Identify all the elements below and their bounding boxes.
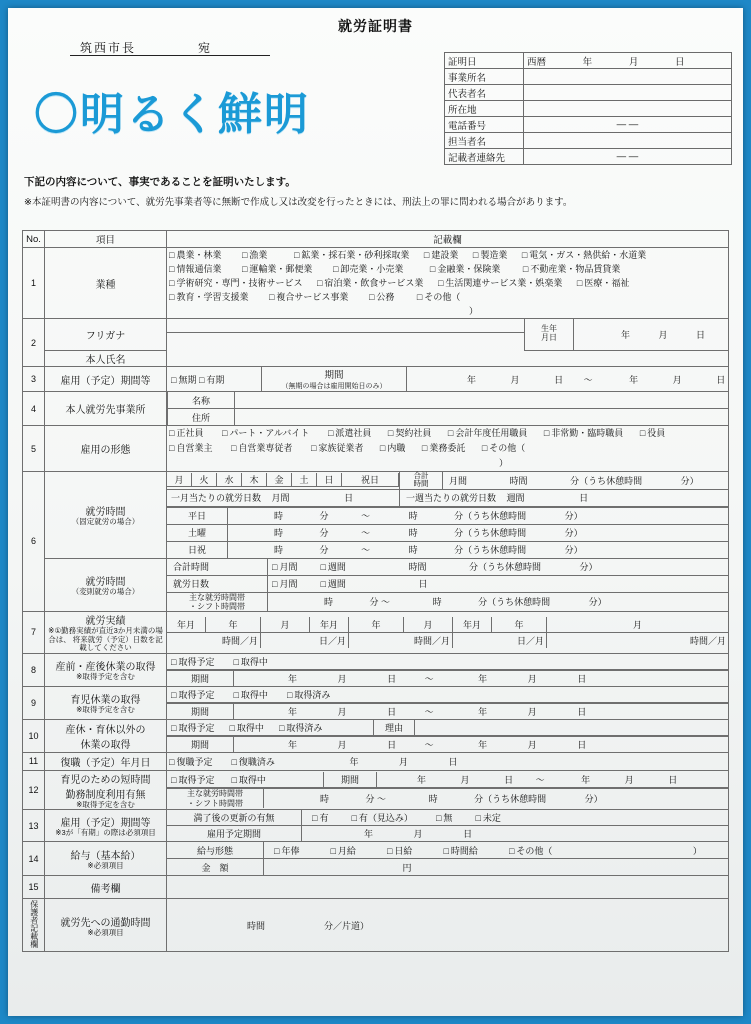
days-per-week-label: 一週当たりの就労日数 週間 日 xyxy=(400,489,729,506)
fixed-hours-row-sunday xyxy=(167,541,728,558)
return-year-unit: 年 xyxy=(349,756,359,767)
weekday-tue[interactable]: 火 xyxy=(192,473,217,487)
table-row xyxy=(23,351,729,367)
work-record-year-3[interactable]: 年 xyxy=(492,617,547,633)
row16-item-label: 就労先への通勤時間 xyxy=(60,917,151,929)
weekday-holiday[interactable]: 祝日 xyxy=(342,473,399,487)
table-row xyxy=(23,392,729,426)
check-salary-daily[interactable]: □ 日給 xyxy=(387,846,412,856)
check-var-total-monthly[interactable]: □ 月間 xyxy=(272,562,297,572)
check-salary-annual[interactable]: □ 年俸 xyxy=(274,846,299,856)
return-month-unit: 月 xyxy=(398,756,408,767)
info-value-office-name[interactable] xyxy=(524,69,732,85)
row7-item-label: 就労実績 xyxy=(85,615,126,627)
sunday-row-label: 日祝 xyxy=(167,541,228,558)
table-row xyxy=(23,899,729,952)
check-salary-other[interactable]: □ その他（ xyxy=(509,846,552,856)
check-var-days-weekly[interactable]: □ 週間 xyxy=(320,579,345,589)
info-value-date xyxy=(524,53,732,69)
table-row xyxy=(23,752,729,770)
row14-content xyxy=(167,842,729,876)
check-medical-welfare[interactable]: □ 医療・福祉 xyxy=(577,278,629,288)
sunday-hours-input[interactable]: 時 分 ～ 時 分（うち休憩時間 分） xyxy=(228,541,729,558)
check-fishery[interactable]: □ 漁業 xyxy=(242,250,267,260)
document-page xyxy=(8,8,743,1016)
salary-amount-label: 金 額 xyxy=(167,859,264,876)
row14-item-sub: ※必須項目 xyxy=(87,861,124,871)
shorttime-period-input[interactable]: 年 月 日 ～ 年 月 日 xyxy=(377,772,729,788)
check-other-industry[interactable]: □ その他（ xyxy=(417,292,460,302)
period-label-cell xyxy=(262,367,407,391)
p-day: 日 xyxy=(554,374,564,385)
row4-no: 4 xyxy=(23,392,45,426)
row11-no: 11 xyxy=(23,752,45,770)
info-label-office-name: 事業所名 xyxy=(445,69,524,85)
row13-content xyxy=(167,810,729,842)
row7-no: 7 xyxy=(23,611,45,653)
period-note: （無期の場合は雇用開始日のみ） xyxy=(281,383,387,390)
break-close: 分） xyxy=(680,475,699,486)
row16-item-sub: ※必須項目 xyxy=(87,927,124,937)
info-value-contact-person[interactable] xyxy=(524,133,732,149)
row6-item-a-label: 就労時間 xyxy=(85,506,126,518)
row7-content xyxy=(167,611,729,653)
check-part-time[interactable]: □ パート・アルバイト xyxy=(222,428,309,438)
check-indefinite[interactable]: □ 無期 xyxy=(171,375,196,385)
row2-item-name: 本人氏名 xyxy=(45,351,167,367)
info-label-representative: 代表者名 xyxy=(445,85,524,101)
row6-fixed-content xyxy=(167,472,729,559)
check-family-worker[interactable]: □ 家族従業者 xyxy=(311,443,363,453)
salary-amount-unit: 円 xyxy=(402,862,412,873)
table-row xyxy=(23,426,729,472)
check-finance[interactable]: □ 金融業・保険業 xyxy=(430,264,500,274)
info-label-contact-person: 担当者名 xyxy=(445,133,524,149)
work-record-month-3[interactable]: 月 xyxy=(547,617,729,633)
childcare-period-input[interactable]: 年 月 日 ～ 年 月 日 xyxy=(234,703,729,719)
weekday-header xyxy=(167,473,399,487)
row8-no: 8 xyxy=(23,653,45,686)
salary-type-label: 給与形態 xyxy=(167,842,264,859)
weekday-sat[interactable]: 土 xyxy=(292,473,317,487)
check-salary-hourly[interactable]: □ 時間給 xyxy=(443,846,477,856)
row2-spacer xyxy=(167,351,729,367)
birth-date-input[interactable] xyxy=(574,319,729,350)
work-record-hours-1[interactable]: 時間／月 xyxy=(167,632,261,648)
row13-no: 13 xyxy=(23,810,45,842)
fixed-hours-row-weekday xyxy=(167,507,728,524)
table-header-row xyxy=(23,231,729,248)
row12-item: 育児のための短時間 勤務制度利用有無 ※取得予定を含む xyxy=(45,770,167,810)
addressee-office: 筑西市長 xyxy=(80,41,137,55)
certificate-info-table xyxy=(444,52,732,165)
check-construction[interactable]: □ 建設業 xyxy=(424,250,458,260)
main-form-table xyxy=(22,230,729,952)
check-wholesale[interactable]: □ 卸売業・小売業 xyxy=(333,264,403,274)
info-row-contact-person xyxy=(445,133,732,149)
info-row-phone xyxy=(445,117,732,133)
info-row-address xyxy=(445,101,732,117)
row6-item-variable xyxy=(45,558,167,611)
info-value-contact-tel[interactable]: — — xyxy=(524,149,732,165)
industry-line-4 xyxy=(169,290,726,318)
row5-item: 雇用の形態 xyxy=(45,426,167,472)
row2-furigana-cells xyxy=(167,319,729,351)
weekday-row-label: 平日 xyxy=(167,507,228,524)
check-renewal-expected[interactable]: □ 有（見込み） xyxy=(351,813,412,823)
maternity-period-label: 期間 xyxy=(167,670,234,686)
row5-no: 5 xyxy=(23,426,45,472)
check-realestate[interactable]: □ 不動産業・物品賃貸業 xyxy=(523,264,620,274)
check-contract-employee[interactable]: □ 契約社員 xyxy=(388,428,431,438)
check-shorttime-ongoing[interactable]: □ 取得中 xyxy=(231,775,265,785)
row6-no: 6 xyxy=(23,472,45,612)
shorttime-period-label: 期間 xyxy=(324,772,377,788)
shorttime-checks xyxy=(167,772,324,788)
table-row xyxy=(23,719,729,752)
row7-item-sub: ※①勤務実績が直近3か月未満の場合は、 将来就労（予定）日数を記載してください xyxy=(48,625,163,653)
work-record-ym-3: 年月 xyxy=(453,617,492,633)
check-childcare-completed[interactable]: □ 取得済み xyxy=(287,690,330,700)
row10-content xyxy=(167,719,729,752)
logo-text: 〇明るく鮮明 xyxy=(34,89,310,140)
table-row xyxy=(23,472,729,559)
check-living-service[interactable]: □ 生活関連サービス業・娯楽業 xyxy=(438,278,562,288)
birth-date-label: 生年 月日 xyxy=(525,319,574,350)
info-value-address[interactable] xyxy=(524,101,732,117)
maternity-checks xyxy=(167,654,728,670)
salary-type-checks xyxy=(264,842,729,859)
shorttime-main-hours-label: 主な就労時間帯 ・シフト時間帯 xyxy=(167,789,264,808)
childcare-checks xyxy=(167,687,728,703)
row9-item-label: 育児休業の取得 xyxy=(70,694,141,706)
check-ict[interactable]: □ 情報通信業 xyxy=(169,264,221,274)
check-home-work[interactable]: □ 内職 xyxy=(380,443,405,453)
row14-item xyxy=(45,842,167,876)
row12-item-sub: ※取得予定を含む xyxy=(76,799,135,809)
workplace-address-input[interactable] xyxy=(235,409,729,426)
info-label-date: 証明日 xyxy=(445,53,524,69)
var-main-hours-label: 主な就労時間帯 ・シフト時間帯 xyxy=(167,592,268,611)
check-fixed-term[interactable]: □ 有期 xyxy=(199,375,224,385)
info-row-date xyxy=(445,53,732,69)
row9-item-sub: ※取得予定を含む xyxy=(76,704,135,714)
row15-item: 備考欄 xyxy=(45,876,167,899)
row16-guardian-label xyxy=(23,899,45,952)
industry-line-1 xyxy=(169,248,726,262)
check-shorttime-planned[interactable]: □ 取得予定 xyxy=(171,775,214,785)
row1-industry-checks xyxy=(167,248,729,319)
work-record-year-2[interactable]: 年 xyxy=(349,617,404,633)
certification-note: 下記の内容について、事実であることを証明いたします。 xyxy=(24,176,296,188)
table-row xyxy=(23,842,729,876)
row5-content xyxy=(167,426,729,472)
total-time-label: 合計 時間 xyxy=(400,472,443,489)
maternity-period-input[interactable]: 年 月 日 ～ 年 月 日 xyxy=(234,670,729,686)
row12-content xyxy=(167,770,729,810)
row9-content xyxy=(167,686,729,719)
day-unit: 日 xyxy=(674,56,685,68)
table-row xyxy=(23,248,729,319)
row16-item xyxy=(45,899,167,952)
guardian-vertical-text: 保護者記載欄 xyxy=(29,900,39,949)
salary-amount-input[interactable] xyxy=(264,859,729,876)
check-other-leave-completed[interactable]: □ 取得済み xyxy=(279,723,322,733)
employment-type-line-2 xyxy=(169,441,726,471)
workplace-address-label: 住所 xyxy=(168,409,235,426)
info-label-contact-tel: 記載者連絡先 xyxy=(445,149,524,165)
p-tilde: ～ xyxy=(583,374,593,385)
row15-remarks-input[interactable] xyxy=(167,876,729,899)
check-childcare-ongoing[interactable]: □ 取得中 xyxy=(233,690,267,700)
row9-item xyxy=(45,686,167,719)
info-value-representative[interactable] xyxy=(524,85,732,101)
birth-day-unit: 日 xyxy=(696,329,706,340)
check-dispatched[interactable]: □ 派遣社員 xyxy=(328,428,371,438)
paper-sheet xyxy=(8,8,743,1016)
check-self-employed[interactable]: □ 自営業主 xyxy=(169,443,212,453)
employment-term-checks xyxy=(167,367,262,391)
birth-month-unit: 月 xyxy=(658,329,668,340)
row6-item-b-sub: （変則就労の場合） xyxy=(71,586,140,596)
childcare-period-label: 期間 xyxy=(167,703,234,719)
check-officer[interactable]: □ 役員 xyxy=(640,428,665,438)
header-no: No. xyxy=(23,231,45,248)
row15-no: 15 xyxy=(23,876,45,899)
work-record-hours-2[interactable]: 時間／月 xyxy=(349,632,453,648)
table-row xyxy=(23,653,729,686)
row8-item xyxy=(45,653,167,686)
salary-other-close: ） xyxy=(692,845,702,856)
check-regular-employee[interactable]: □ 正社員 xyxy=(169,428,203,438)
table-row xyxy=(23,367,729,392)
check-renewal-yes[interactable]: □ 有 xyxy=(312,813,328,823)
era-label: 西暦 xyxy=(527,56,547,68)
hour-unit: 時間 xyxy=(509,475,528,486)
period-inputs[interactable] xyxy=(407,367,729,391)
check-var-total-weekly[interactable]: □ 週間 xyxy=(320,562,345,572)
check-public-service[interactable]: □ 公務 xyxy=(369,292,394,302)
table-row xyxy=(23,686,729,719)
year-unit: 年 xyxy=(582,56,593,68)
row2-no: 2 xyxy=(23,319,45,367)
row6-variable-content xyxy=(167,558,729,611)
period-label: 期間 xyxy=(324,370,344,381)
check-research[interactable]: □ 学術研究・専門・技術サービス xyxy=(169,278,302,288)
other-industry-close: ） xyxy=(469,306,479,316)
row13-item-sub: ※3が「有期」の際は必須項目 xyxy=(55,828,156,838)
check-childcare-planned[interactable]: □ 取得予定 xyxy=(171,690,214,700)
document-title: 就労証明書 xyxy=(338,18,413,34)
p-month: 月 xyxy=(510,374,520,385)
name-input[interactable] xyxy=(167,333,525,351)
row14-no: 14 xyxy=(23,842,45,876)
var-days-inputs[interactable]: □ 月間 □ 週間 日 xyxy=(268,575,729,592)
table-row xyxy=(23,810,729,842)
row14-item-label: 給与（基本給） xyxy=(70,851,141,863)
check-maternity-planned[interactable]: □ 取得予定 xyxy=(171,657,214,667)
other-leave-reason-label: 理由 xyxy=(374,720,415,736)
commute-hours-unit: 時間 xyxy=(247,920,266,931)
header-item: 項目 xyxy=(45,231,167,248)
addressee-line xyxy=(70,38,270,56)
return-day-unit: 日 xyxy=(448,756,458,767)
check-maternity-ongoing[interactable]: □ 取得中 xyxy=(233,657,267,667)
info-row-office-name xyxy=(445,69,732,85)
renewal-question-label: 満了後の更新の有無 xyxy=(167,810,302,826)
info-label-phone: 電話番号 xyxy=(445,117,524,133)
weekday-mon[interactable]: 月 xyxy=(167,473,192,487)
table-row xyxy=(23,611,729,653)
work-record-days-1[interactable]: 日／月 xyxy=(261,632,349,648)
table-row xyxy=(23,876,729,899)
monthly-label: 月間 xyxy=(449,475,468,486)
check-agriculture[interactable]: □ 農業・林業 xyxy=(169,250,221,260)
warning-note: ※本証明書の内容について、就労先事業者等に無断で作成し又は改変を行ったときには、刑法上の罪に問われる場合があります。 xyxy=(24,197,573,208)
work-record-ym-2: 年月 xyxy=(310,617,349,633)
industry-line-3 xyxy=(169,276,726,290)
monthly-total-inputs[interactable] xyxy=(443,472,729,489)
commute-minutes-unit: 分／片道） xyxy=(324,920,370,931)
employment-type-line-1 xyxy=(169,426,726,441)
row7-item xyxy=(45,611,167,653)
table-row xyxy=(23,558,729,611)
saturday-row-label: 土曜 xyxy=(167,524,228,541)
row11-item: 復職（予定）年月日 xyxy=(45,752,167,770)
days-per-month-label: 一月当たりの就労日数 月間 日 xyxy=(167,489,400,506)
saturday-hours-input[interactable]: 時 分 ～ 時 分（うち休憩時間 分） xyxy=(228,524,729,541)
check-other-leave-ongoing[interactable]: □ 取得中 xyxy=(229,723,263,733)
workplace-name-label: 名称 xyxy=(168,392,235,409)
birth-year-unit: 年 xyxy=(620,329,630,340)
planned-period-input[interactable]: 年 月 日 xyxy=(302,826,729,842)
industry-line-2 xyxy=(169,262,726,276)
check-hotel-food[interactable]: □ 宿泊業・飲食サービス業 xyxy=(317,278,423,288)
check-salary-monthly[interactable]: □ 月給 xyxy=(330,846,355,856)
row8-item-sub: ※取得予定を含む xyxy=(76,671,135,681)
other-leave-reason-input[interactable] xyxy=(415,720,729,736)
check-renewal-no[interactable]: □ 無 xyxy=(436,813,452,823)
row6-item-a-sub: （固定就労の場合） xyxy=(71,516,140,526)
p-year2: 年 xyxy=(629,374,639,385)
work-record-month-2[interactable]: 月 xyxy=(404,617,453,633)
p-day2: 日 xyxy=(716,374,726,385)
check-other-employment[interactable]: □ その他（ xyxy=(482,443,525,453)
other-leave-checks xyxy=(167,720,374,736)
check-manufacturing[interactable]: □ 製造業 xyxy=(473,250,507,260)
check-education[interactable]: □ 教育・学習支援業 xyxy=(169,292,248,302)
check-transport[interactable]: □ 運輸業・郵便業 xyxy=(242,264,312,274)
row11-content[interactable] xyxy=(167,752,729,770)
row13-item-label: 雇用（予定）期間等 xyxy=(60,818,151,830)
renewal-checks xyxy=(302,810,729,826)
weekday-hours-input[interactable]: 時 分 ～ 時 分（うち休憩時間 分） xyxy=(228,507,729,524)
var-days-label: 就労日数 xyxy=(167,575,268,592)
row12-no: 12 xyxy=(23,770,45,810)
other-leave-period-label: 期間 xyxy=(167,736,234,752)
check-other-leave-planned[interactable]: □ 取得予定 xyxy=(171,723,214,733)
fixed-hours-row-saturday xyxy=(167,524,728,541)
row8-item-label: 産前・産後休業の取得 xyxy=(55,661,156,673)
var-total-label: 合計時間 xyxy=(167,559,268,576)
month-unit: 月 xyxy=(628,56,639,68)
row6-item-b-label: 就労時間 xyxy=(85,576,126,588)
check-combined-service[interactable]: □ 複合サービス事業 xyxy=(269,292,348,302)
work-record-year-1[interactable]: 年 xyxy=(206,617,261,633)
row13-item xyxy=(45,810,167,842)
row1-no: 1 xyxy=(23,248,45,319)
info-row-representative xyxy=(445,85,732,101)
row9-no: 9 xyxy=(23,686,45,719)
row6-item-fixed xyxy=(45,472,167,559)
row10-no: 10 xyxy=(23,719,45,752)
check-utilities[interactable]: □ 電気・ガス・熱供給・水道業 xyxy=(522,250,646,260)
p-month2: 月 xyxy=(672,374,682,385)
row3-content xyxy=(167,367,729,392)
shorttime-main-hours-input[interactable]: 時 分 ～ 時 分（うち休憩時間 分） xyxy=(264,789,729,808)
work-record-hours-3[interactable]: 時間／月 xyxy=(547,632,729,648)
row10-item: 産休・育休以外の 休業の取得 xyxy=(45,719,167,752)
row4-content xyxy=(167,392,729,426)
info-label-address: 所在地 xyxy=(445,101,524,117)
break-label: 分（うち休憩時間 xyxy=(570,475,643,486)
weekday-sun[interactable]: 日 xyxy=(317,473,342,487)
check-return-planned[interactable]: □ 復職予定 xyxy=(169,757,212,767)
workplace-name-input[interactable] xyxy=(235,392,729,409)
check-self-employed-family[interactable]: □ 自営業専従者 xyxy=(231,443,292,453)
info-value-phone[interactable]: — — xyxy=(524,117,732,133)
var-main-hours-input[interactable]: 時 分 ～ 時 分（うち休憩時間 分） xyxy=(268,592,729,611)
row3-no: 3 xyxy=(23,367,45,392)
check-temporary-staff[interactable]: □ 非常勤・臨時職員 xyxy=(544,428,623,438)
header-content: 記載欄 xyxy=(167,231,729,248)
table-row xyxy=(23,319,729,351)
var-total-inputs[interactable]: □ 月間 □ 週間 時間 分（うち休憩時間 分） xyxy=(268,559,729,576)
work-record-month-1[interactable]: 月 xyxy=(261,617,310,633)
check-fiscal-year-staff[interactable]: □ 会計年度任用職員 xyxy=(448,428,527,438)
weekday-wed[interactable]: 水 xyxy=(217,473,242,487)
row4-item: 本人就労先事業所 xyxy=(45,392,167,426)
table-row xyxy=(23,770,729,810)
check-mining[interactable]: □ 鉱業・採石業・砂利採取業 xyxy=(294,250,409,260)
row3-item: 雇用（予定）期間等 xyxy=(45,367,167,392)
check-var-days-monthly[interactable]: □ 月間 xyxy=(272,579,297,589)
row16-commute-input[interactable] xyxy=(167,899,729,952)
row8-content xyxy=(167,653,729,686)
row2-item-furigana: フリガナ xyxy=(45,319,167,351)
other-leave-period-input[interactable]: 年 月 日 ～ 年 月 日 xyxy=(234,736,729,752)
check-outsourced[interactable]: □ 業務委託 xyxy=(422,443,465,453)
work-record-days-2[interactable]: 日／月 xyxy=(453,632,547,648)
check-return-completed[interactable]: □ 復職済み xyxy=(231,757,274,767)
info-row-contact-tel xyxy=(445,149,732,165)
row1-item: 業種 xyxy=(45,248,167,319)
p-year: 年 xyxy=(467,374,477,385)
check-renewal-undecided[interactable]: □ 未定 xyxy=(475,813,500,823)
furigana-input[interactable] xyxy=(167,319,525,333)
other-employment-close: ） xyxy=(499,458,509,468)
weekday-thu[interactable]: 木 xyxy=(242,473,267,487)
addressee-suffix: 宛 xyxy=(198,41,211,55)
weekday-fri[interactable]: 金 xyxy=(267,473,292,487)
planned-period-label: 雇用予定期間 xyxy=(167,826,302,842)
work-record-ym-1: 年月 xyxy=(167,617,206,633)
